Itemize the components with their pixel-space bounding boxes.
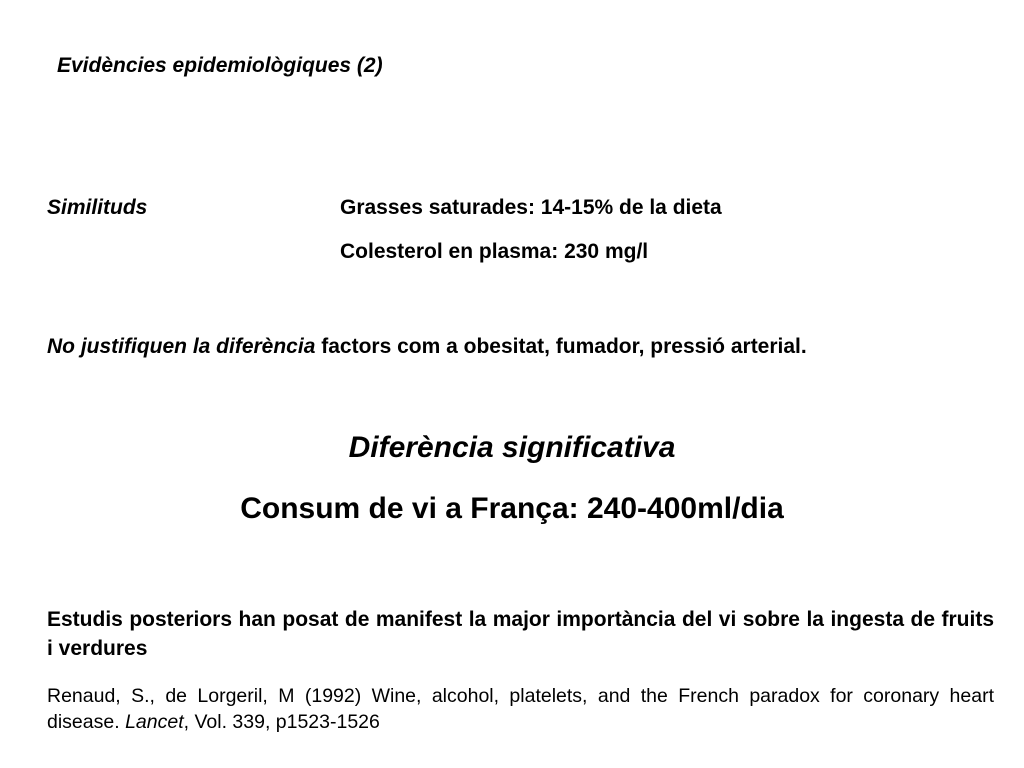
reference-volume-pages: , Vol. 339, p1523-1526 (183, 711, 380, 733)
no-justification-emphasis: No justifiquen la diferència (47, 335, 316, 358)
wine-consumption-statement: Consum de vi a França: 240-400ml/dia (240, 492, 784, 525)
no-justification-factors: factors com a obesitat, fumador, pressió arterial. (315, 335, 807, 358)
later-studies-statement: Estudis posteriors han posat de manifest la major importància del vi sobre la ingesta de fruits i verdures (47, 608, 994, 660)
similarities-label: Similituds (47, 196, 148, 219)
reference-authors-title: Renaud, S., de Lorgeril, M (1992) Wine, alcohol, platelets, and the French paradox for coronary heart disease. (47, 685, 994, 733)
similarity-plasma-cholesterol: Colesterol en plasma: 230 mg/l (340, 240, 649, 263)
no-justification-statement (47, 335, 807, 359)
slide-title: Evidències epidemiològiques (2) (57, 54, 383, 77)
reference-journal: Lancet (125, 711, 184, 733)
significant-difference-heading: Diferència significativa (348, 431, 676, 464)
similarity-saturated-fats: Grasses saturades: 14-15% de la dieta (340, 196, 722, 219)
bibliographic-reference (47, 683, 994, 735)
